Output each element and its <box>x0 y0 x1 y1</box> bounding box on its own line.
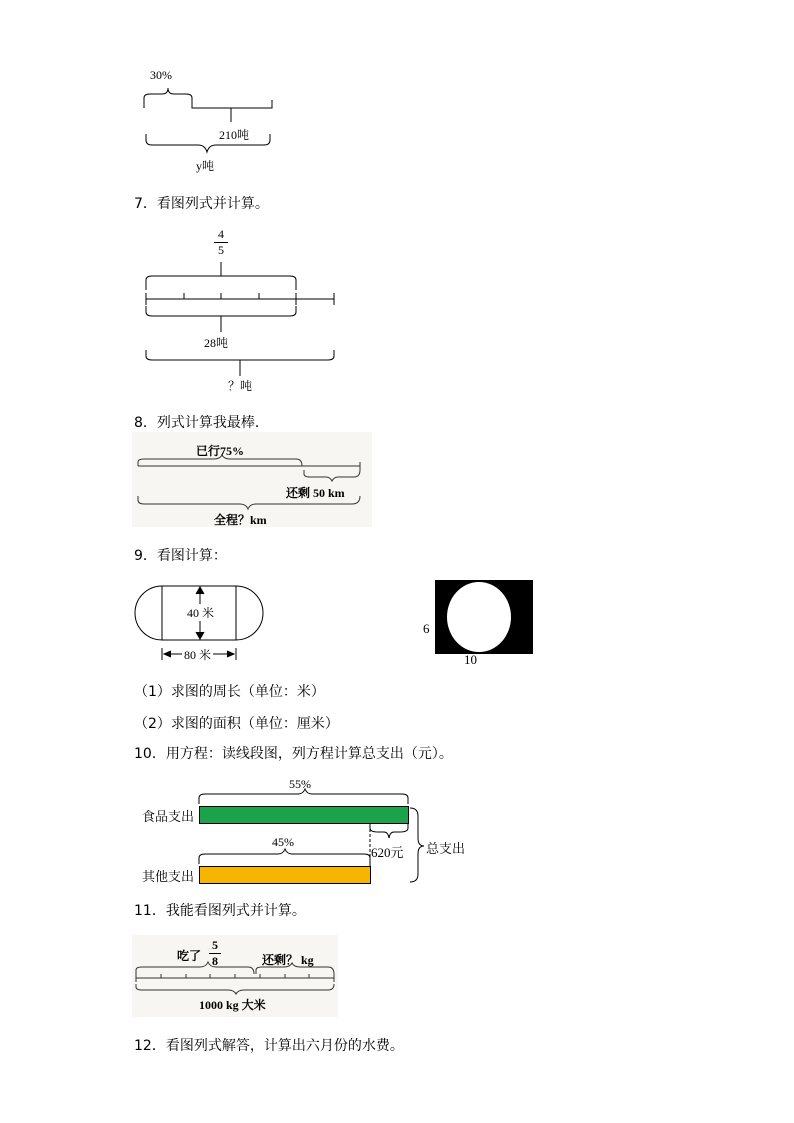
q10-food-pct: 55% <box>289 777 311 791</box>
fig6-bottom-label: y吨 <box>196 159 215 173</box>
q11-frac-den: 8 <box>212 954 218 968</box>
q11-eaten-label: 吃了 <box>177 949 202 963</box>
q7-bottom-label: ？吨 <box>228 379 253 393</box>
fig6-mid-label: 210吨 <box>219 128 250 142</box>
q9-rect-bottom: 10 <box>464 652 477 667</box>
q9-sub2: （2）求图的面积（单位：厘米） <box>134 716 339 732</box>
q9-rect-side: 6 <box>423 621 430 636</box>
q10-food-label: 食品支出 <box>142 809 195 824</box>
q7-text: 7．看图列式并计算。 <box>134 196 269 212</box>
q9-height-label: 40 米 <box>187 606 215 620</box>
q11-bottom-label: 1000 kg 大米 <box>199 998 266 1012</box>
q9-width-label: 80 米 <box>184 648 212 662</box>
q9-text: 9．看图计算： <box>134 548 227 564</box>
q7-mid-label: 28吨 <box>204 336 229 350</box>
q12-text: 12．看图列式解答，计算出六月份的水费。 <box>134 1038 404 1054</box>
q10-other-pct: 45% <box>272 835 294 849</box>
q10-other-label: 其他支出 <box>142 869 195 884</box>
q10-diff-label: 620元 <box>371 845 404 860</box>
q8-text: 8．列式计算我最棒． <box>134 415 269 431</box>
q11-frac-num: 5 <box>212 938 218 952</box>
q10-total-label: 总支出 <box>426 841 466 856</box>
q8-bottom-label: 全程？km <box>214 513 267 527</box>
q8-top-label: 已行75% <box>196 444 245 458</box>
fig6-top-label: 30% <box>150 68 172 82</box>
q7-frac-num: 4 <box>218 227 224 241</box>
q11-text: 11．我能看图列式并计算。 <box>134 903 306 919</box>
q10-text: 10．用方程：读线段图，列方程计算总支出（元）。 <box>134 746 453 762</box>
q7-frac-den: 5 <box>218 243 224 257</box>
q11-remain-label: 还剩？ kg <box>262 953 314 967</box>
q9-sub1: （1）求图的周长（单位：米） <box>134 684 325 700</box>
q8-right-label: 还剩 50 km <box>286 486 345 500</box>
